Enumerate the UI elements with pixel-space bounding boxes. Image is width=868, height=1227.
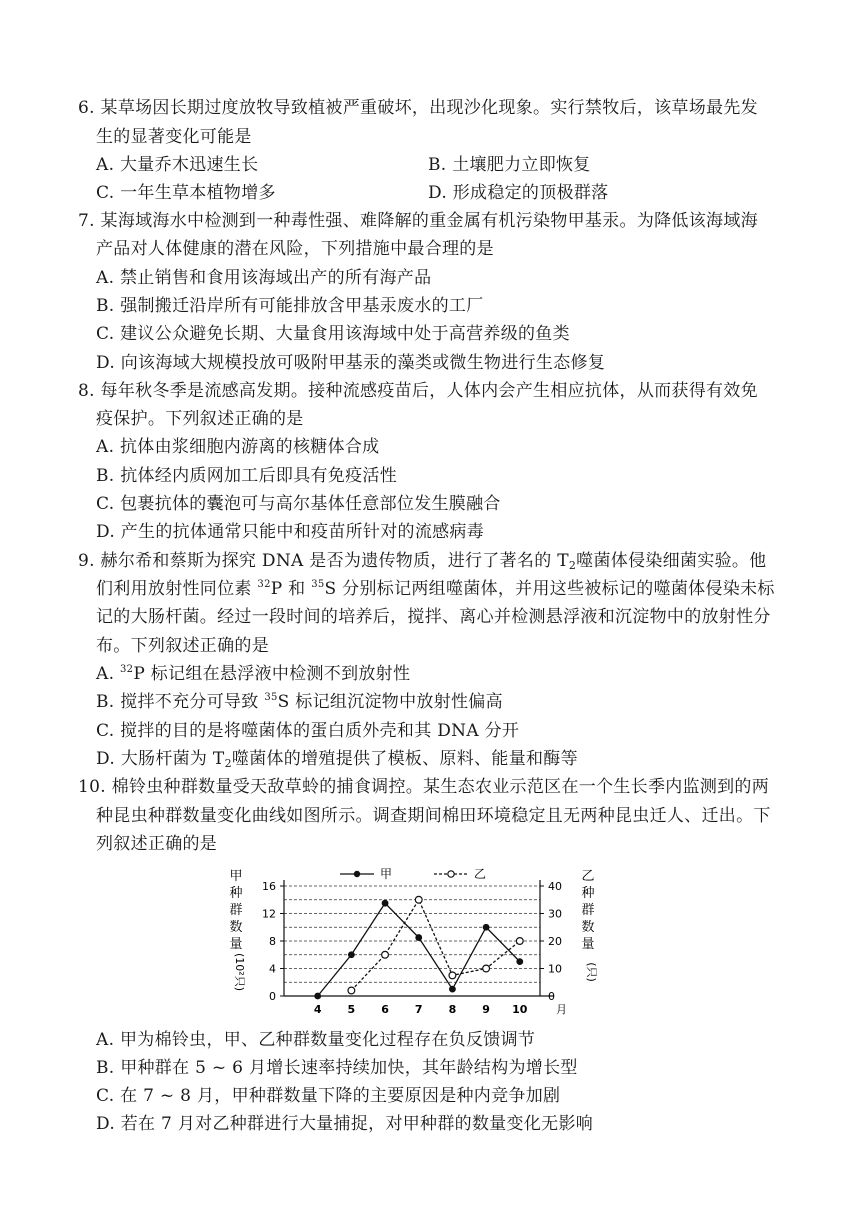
q8-option-b: B. 抗体经内质网加工后即具有免疫活性 (96, 466, 397, 486)
q9-stem-line4: 布。下列叙述正确的是 (96, 636, 269, 656)
left-tick-label: 4 (269, 962, 276, 976)
q8-option-c: C. 包裹抗体的囊泡可与高尔基体任意部位发生膜融合 (96, 494, 501, 514)
legend-jia-marker (354, 871, 360, 877)
data-point-yi (449, 972, 456, 979)
left-axis-label-char: 种 (229, 886, 243, 901)
q8-stem-line1: 8. 每年秋冬季是流感高发期。接种流感疫苗后，人体内会产生相应抗体，从而获得有效免 (78, 381, 758, 401)
right-axis-label-char: 种 (581, 886, 595, 901)
left-tick-label: 16 (262, 880, 276, 893)
right-tick-label: 30 (548, 907, 562, 921)
q9-stem-line1: 9. 赫尔希和蔡斯为探究 DNA 是否为遗传物质，进行了著名的 $T_2$噬菌体侵染细菌实验。他 (78, 551, 767, 572)
data-point-yi (483, 965, 490, 972)
q6-stem-line1: 6. 某草场因长期过度放牧导致植被严重破坏，出现沙化现象。实行禁牧后，该草场最先发 (78, 98, 758, 118)
q10-option-d: D. 若在 7 月对乙种群进行大量捕捉，对甲种群的数量变化无影响 (96, 1114, 594, 1134)
x-tick-label: 7 (414, 1003, 423, 1016)
left-tick-label: 0 (269, 990, 276, 1003)
right-axis-label-char: 数 (581, 920, 595, 935)
q9-option-c: C. 搅拌的目的是将噬菌体的蛋白质外壳和其 DNA 分开 (96, 721, 520, 741)
right-tick-label: 10 (548, 962, 562, 976)
q9-option-d: D. 大肠杆菌为 $T_2$噬菌体的增殖提供了模板、原料、能量和酶等 (96, 749, 578, 770)
legend-yi-marker (448, 871, 454, 877)
q6-option-a: A. 大量乔木迅速生长 (96, 155, 259, 175)
data-point-yi (415, 896, 422, 903)
legend-jia-label: 甲 (380, 867, 393, 881)
q7-option-c: C. 建议公众避免长期、大量食用该海域中处于高营养级的鱼类 (96, 324, 570, 344)
data-point-yi (516, 938, 523, 945)
left-axis-label-char: 甲 (229, 869, 243, 884)
q10-option-a: A. 甲为棉铃虫，甲、乙种群数量变化过程存在负反馈调节 (96, 1030, 536, 1050)
q10-option-c: C. 在 7 ~ 8 月，甲种群数量下降的主要原因是种内竞争加剧 (96, 1086, 561, 1106)
data-point-yi (382, 951, 389, 958)
q7-option-d: D. 向该海域大规模投放可吸附甲基汞的藻类或微生物进行生态修复 (96, 353, 606, 373)
data-point-jia (415, 934, 422, 941)
q9-stem-line3: 记的大肠杆菌。经过一段时间的培养后，搅拌、离心并检测悬浮液和沉淀物中的放射性分 (96, 607, 771, 627)
q10-stem-line1: 10. 棉铃虫种群数量受天敌草蛉的捕食调控。某生态农业示范区在一个生长季内监测到的两 (78, 777, 770, 797)
right-tick-label: 40 (548, 880, 562, 893)
x-tick-label: 6 (381, 1003, 389, 1016)
q6-option-c: C. 一年生草本植物增多 (96, 183, 276, 203)
q6-option-b: B. 土壤肥力立即恢复 (428, 155, 591, 175)
q10-stem-line3: 列叙述正确的是 (96, 834, 218, 854)
right-axis-label-char: 群 (581, 903, 595, 918)
q10-option-b: B. 甲种群在 5 ~ 6 月增长速率持续加快，其年龄结构为增长型 (96, 1058, 578, 1078)
left-axis-label-char: 群 (229, 903, 243, 918)
data-point-jia (314, 993, 321, 1000)
q8-option-d: D. 产生的抗体通常只能中和疫苗所针对的流感病毒 (96, 522, 485, 542)
q10-stem-line2: 种昆虫种群数量变化曲线如图所示。调查期间棉田环境稳定且无两种昆虫迁人、迁出。下 (96, 806, 771, 826)
left-axis-label-char: 数 (229, 920, 243, 935)
data-point-jia (348, 951, 355, 958)
q6-option-d: D. 形成稳定的顶极群落 (428, 183, 609, 203)
q9-option-a: A. $^{32}$P 标记组在悬浮液中检测不到放射性 (96, 664, 411, 684)
q6-stem-line2: 生的显著变化可能是 (96, 127, 252, 147)
data-point-jia (449, 986, 456, 993)
data-point-jia (382, 900, 389, 907)
right-tick-label: 0 (548, 990, 555, 1003)
left-axis-unit: (10²只) (233, 953, 246, 991)
right-axis-label-char: 量 (581, 937, 595, 952)
q7-option-a: A. 禁止销售和食用该海域出产的所有海产品 (96, 268, 432, 288)
q9-stem-line2: 们利用放射性同位素 $^{32}$P 和 $^{35}$S 分别标记两组噬菌体，并用这些被标记的噬菌体侵染未标 (96, 579, 775, 599)
x-tick-label: 10 (512, 1003, 528, 1016)
q9-option-b: B. 搅拌不充分可导致 $^{35}$S 标记组沉淀物中放射性偏高 (96, 692, 503, 712)
right-axis-unit: (只) (585, 962, 598, 982)
data-point-jia (516, 958, 523, 965)
x-tick-label: 4 (313, 1003, 322, 1016)
left-axis-label-char: 量 (229, 937, 243, 952)
right-tick-label: 20 (548, 935, 562, 948)
x-tick-label: 8 (448, 1003, 457, 1016)
q7-stem-line1: 7. 某海域海水中检测到一种毒性强、难降解的重金属有机污染物甲基汞。为降低该海域海 (78, 211, 758, 231)
data-point-yi (348, 987, 355, 994)
right-axis-label-char: 乙 (581, 869, 595, 884)
data-point-jia (483, 924, 490, 931)
q7-option-b: B. 强制搬迁沿岸所有可能排放含甲基汞废水的工厂 (96, 296, 484, 316)
left-tick-label: 8 (269, 935, 276, 948)
left-tick-label: 12 (262, 907, 276, 921)
x-tick-label: 5 (347, 1003, 356, 1016)
q8-stem-line2: 疫保护。下列叙述正确的是 (96, 409, 304, 429)
population-chart (222, 862, 602, 1022)
q8-option-a: A. 抗体由浆细胞内游离的核糖体合成 (96, 437, 380, 457)
legend-yi-label: 乙 (474, 867, 487, 881)
q7-stem-line2: 产品对人体健康的潜在风险，下列措施中最合理的是 (96, 239, 494, 259)
x-unit-label: 月 (556, 1003, 567, 1016)
x-tick-label: 9 (482, 1003, 490, 1016)
